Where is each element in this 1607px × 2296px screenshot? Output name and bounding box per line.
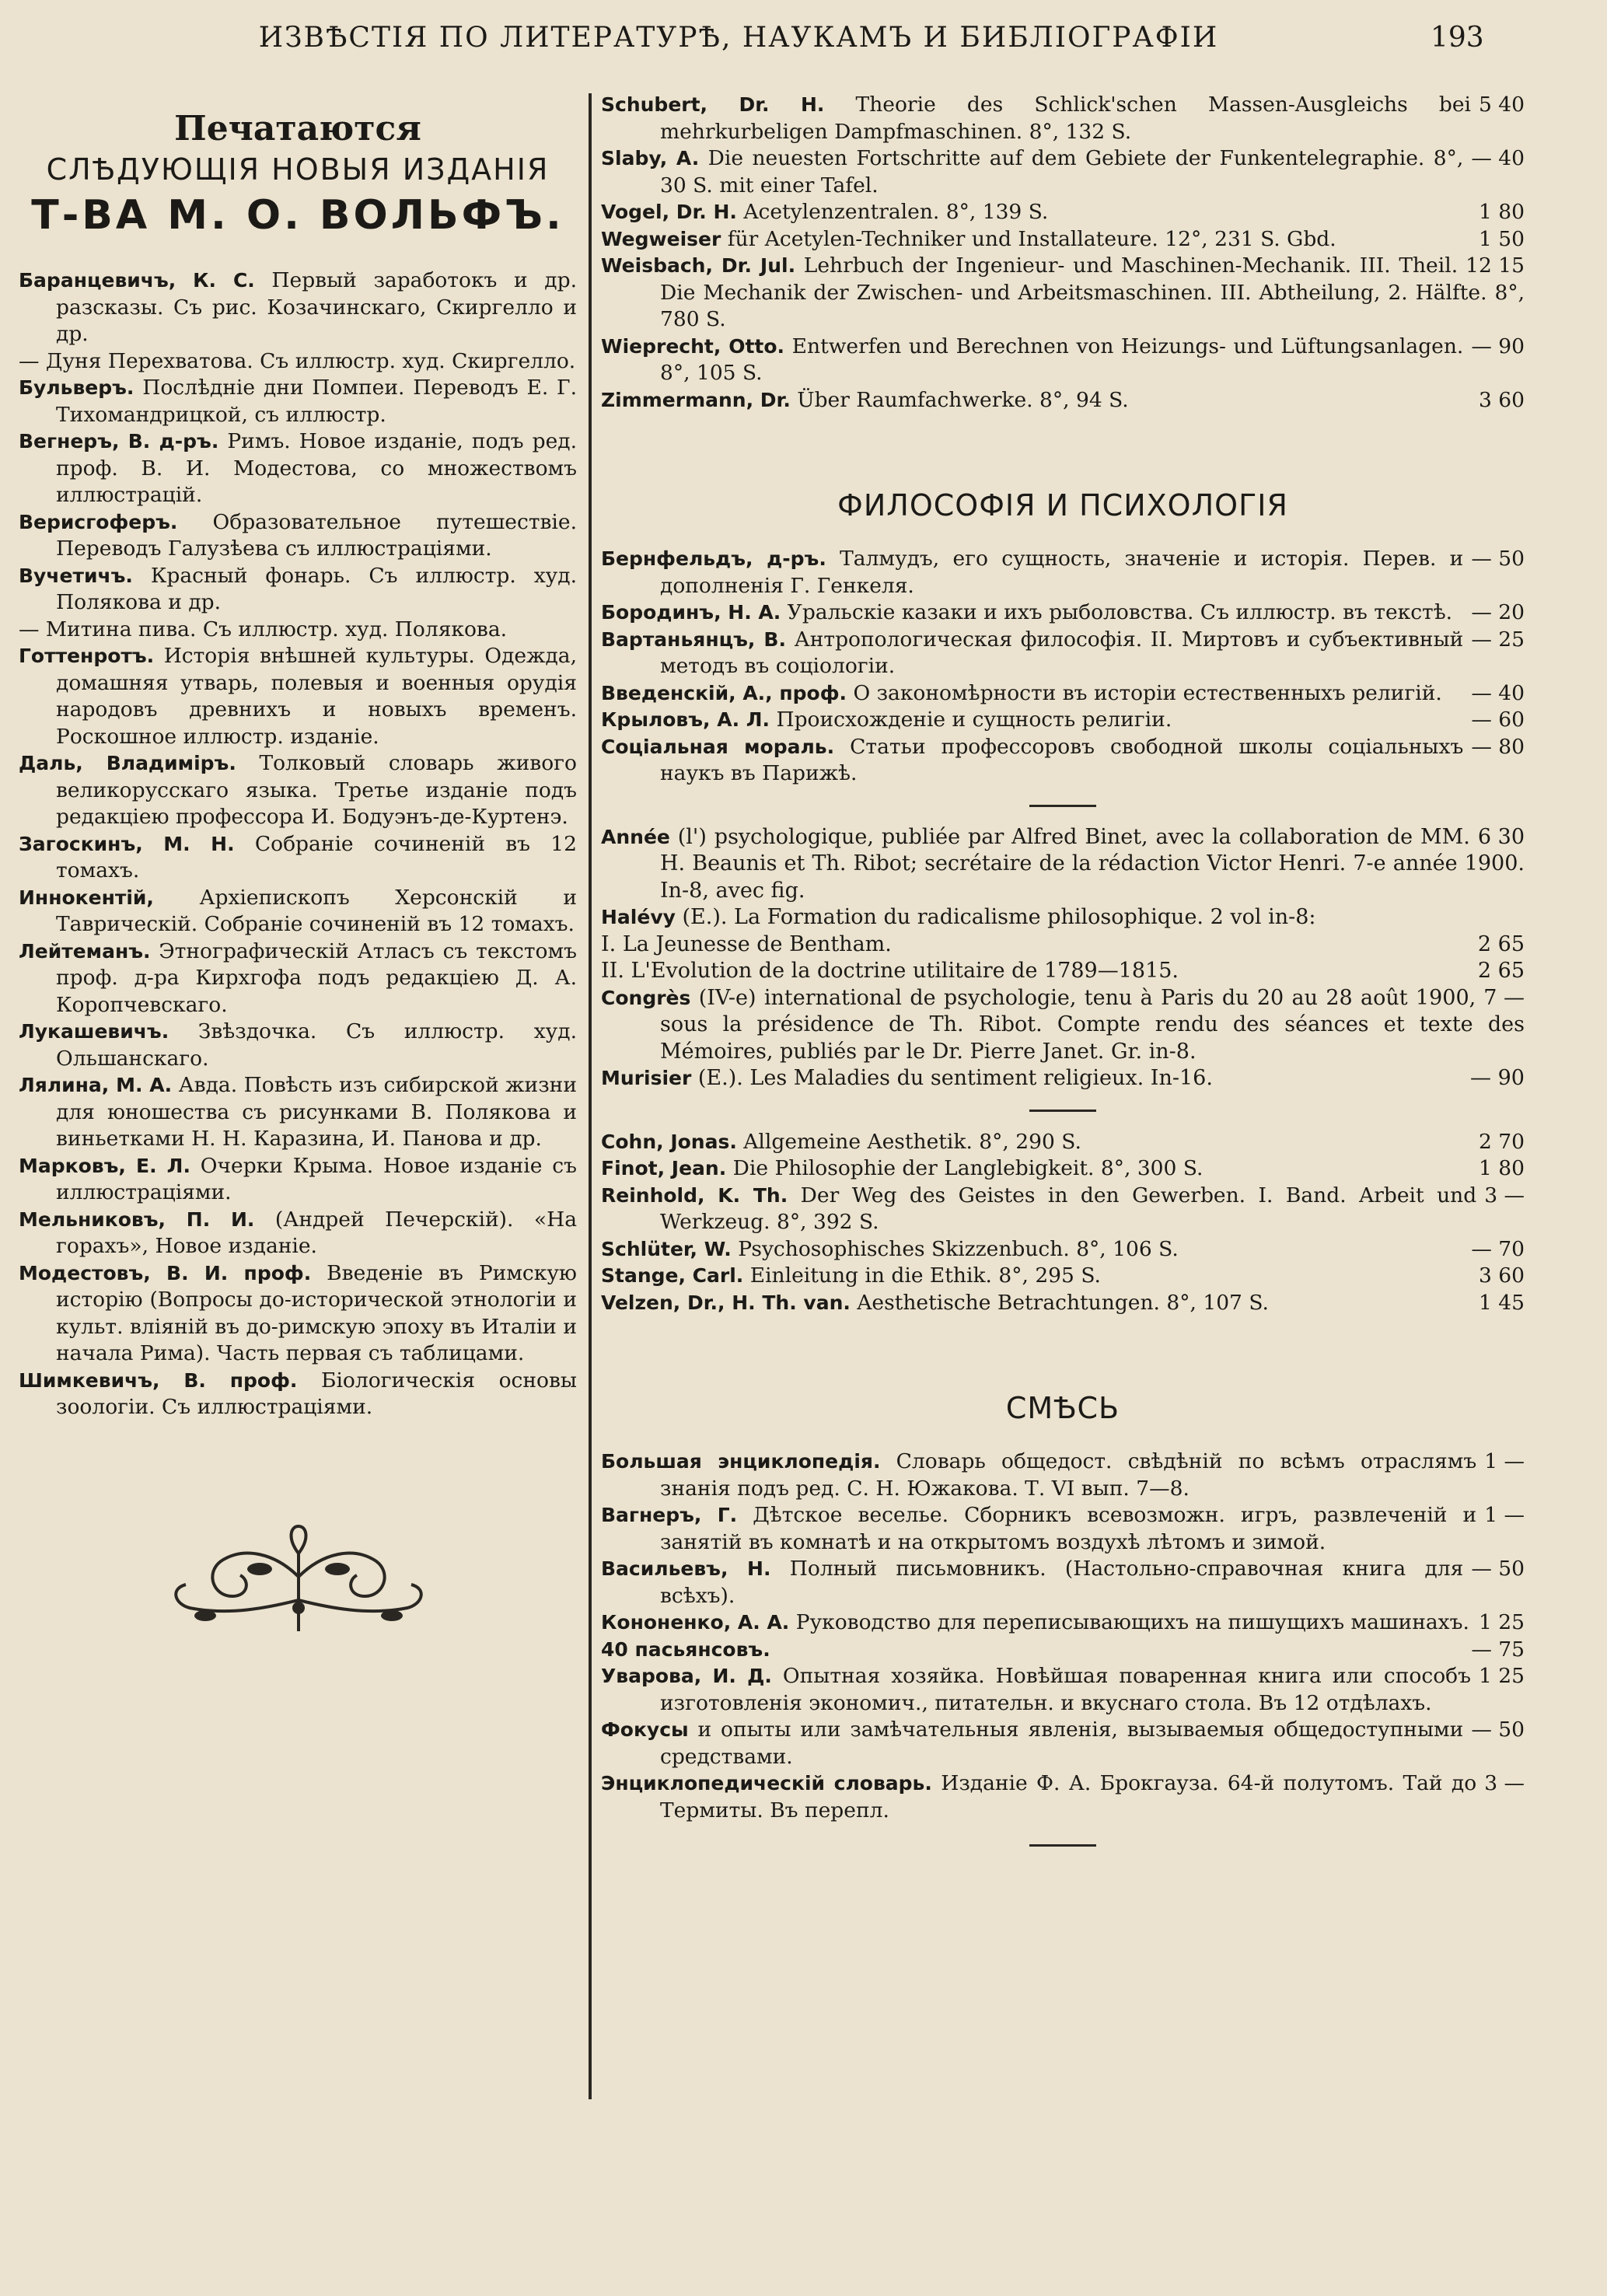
entry-author: Готтенротъ. xyxy=(19,645,155,667)
entry-title: Полный письмовникъ. (Настольно-справочная книга для всѣхъ). xyxy=(660,1557,1464,1608)
entry-title: Исторія внѣшней культуры. Одежда, домашняя утварь, полевыя и военныя орудія народовъ древнихъ и новыхъ временъ. Роскошное иллюстр. изданіе. xyxy=(56,644,577,749)
philosophy-russian-list xyxy=(601,546,1525,788)
entry-author: Velzen, Dr., H. Th. van. xyxy=(601,1291,851,1314)
entry-title: — Дуня Перехватова. Съ иллюстр. худ. Скиргелло. xyxy=(19,348,576,373)
bibliography-entry xyxy=(601,1155,1525,1183)
entry-title: Введеніе въ Римскую исторію (Вопросы до-исторической этнологіи и культ. вліяній въ до-римскую эпоху въ Италіи и начала Рима). Часть первая съ таблицами. xyxy=(56,1260,577,1365)
entry-title: Уральскіе казаки и ихъ рыболовства. Съ иллюстр. въ текстѣ. xyxy=(781,600,1453,624)
heading-line-1: Печатаются xyxy=(174,109,421,149)
entry-price: — 90 xyxy=(1470,1066,1525,1090)
entry-title: Антропологическая философія. II. Миртовъ и субъективный методъ въ соціологіи. xyxy=(660,627,1464,678)
bibliography-entry xyxy=(19,1207,577,1260)
bibliography-entry xyxy=(19,1153,577,1207)
left-entries-list xyxy=(19,267,577,1421)
entry-price: 1 25 xyxy=(1478,1664,1525,1688)
bibliography-entry xyxy=(19,375,577,428)
entry-author: Крыловъ, А. Л. xyxy=(601,708,770,731)
bibliography-entry xyxy=(601,92,1525,145)
misc-entries-list xyxy=(601,1449,1525,1824)
philosophy-french-list xyxy=(601,824,1525,1092)
entry-title: Красный фонарь. Съ иллюстр. худ. Полякова и др. xyxy=(56,563,577,614)
entry-price: 1 — xyxy=(1484,1503,1525,1527)
entry-title: Theorie des Schlick'schen Massen-Ausgleichs bei mehrkurbeligen Dampfmaschinen. 8°, 132 S. xyxy=(660,93,1471,144)
entry-author: Slaby, A. xyxy=(601,147,700,169)
bibliography-entry xyxy=(601,599,1525,627)
bibliography-entry xyxy=(19,267,577,348)
column-divider xyxy=(589,93,592,2099)
entry-title: (E.). La Formation du radicalisme philosophique. 2 vol in-8: xyxy=(675,905,1316,929)
entry-author: Верисгоферъ. xyxy=(19,510,178,533)
entry-title: Einleitung in die Ethik. 8°, 295 S. xyxy=(743,1263,1101,1288)
entry-title: — Митина пива. Съ иллюстр. худ. Полякова. xyxy=(19,617,508,641)
entry-price: — 25 xyxy=(1471,627,1525,652)
entry-price: 3 60 xyxy=(1478,1263,1525,1288)
bibliography-entry xyxy=(601,1129,1525,1156)
entry-title: (l') psychologique, publiée par Alfred Binet, avec la collaboration de MM. H. Beaunis et Th. Ribot; secrétaire de la rédaction Victor Henri. 7-e année 1900. In-8, avec fig. xyxy=(660,824,1525,903)
philosophy-german-list xyxy=(601,1129,1525,1317)
entry-price: — 50 xyxy=(1471,1718,1525,1742)
heading-line-2: СЛѢДУЮЩIЯ НОВЫЯ ИЗДАНIЯ xyxy=(46,152,550,187)
entry-price: 1 45 xyxy=(1478,1290,1525,1315)
entry-author: Halévy xyxy=(601,906,676,928)
entry-author: 40 пасьянсовъ. xyxy=(601,1637,770,1661)
bibliography-entry xyxy=(601,1290,1525,1317)
entry-price: 3 60 xyxy=(1478,387,1525,412)
bibliography-entry xyxy=(19,563,577,617)
entry-title: Очерки Крыма. Новое изданіе съ иллюстраціями. xyxy=(56,1153,577,1204)
entry-author: Фокусы xyxy=(601,1718,689,1741)
entry-title: Звѣздочка. Съ иллюстр. худ. Ольшанскаго. xyxy=(56,1019,577,1071)
entry-title: Словарь общедост. свѣдѣній по всѣмъ отраслямъ знанія подъ ред. С. Н. Южакова. Т. VI вып. 7—8. xyxy=(660,1449,1477,1501)
bibliography-entry xyxy=(601,680,1525,708)
bibliography-entry xyxy=(19,1368,577,1421)
entry-title: Біологическія основы зоологіи. Съ иллюстраціями. xyxy=(56,1368,577,1419)
entry-price: 7 — xyxy=(1483,985,1525,1010)
entry-author: Лейтеманъ. xyxy=(19,939,151,963)
entry-author: Лялина, М. А. xyxy=(19,1074,173,1096)
entry-title: I. La Jeunesse de Bentham. xyxy=(601,931,892,956)
bibliography-entry xyxy=(601,199,1525,226)
right-column xyxy=(601,92,1525,1864)
bibliography-entry xyxy=(601,931,1525,959)
entry-title: Римъ. Новое изданіе, подъ ред. проф. В. И. Модестова, со множествомъ иллюстрацій. xyxy=(56,429,577,507)
bibliography-entry xyxy=(19,348,577,376)
bibliography-entry xyxy=(601,1065,1525,1092)
bibliography-entry xyxy=(601,824,1525,905)
entry-author: Schubert, Dr. H. xyxy=(601,93,825,116)
philosophy-section-heading: ФИЛОСОФIЯ И ПСИХОЛОГIЯ xyxy=(837,488,1288,522)
entry-title: (IV-e) international de psychologie, tenu à Paris du 20 au 28 août 1900, sous la présidence de Th. Ribot. Compte rendu des séances et texte des Mémoires, publiés par le Dr. Pierre Janet. Gr. in-8. xyxy=(660,985,1525,1064)
entry-author: Weisbach, Dr. Jul. xyxy=(601,254,796,277)
entry-title: Образовательное путешествіе. Переводъ Галузѣева съ иллюстраціями. xyxy=(56,509,577,561)
entry-title: Этнографическій Атласъ съ текстомъ проф. д-ра Кирхгофа подъ редакціею Д. А. Коропчевскаго. xyxy=(56,938,577,1017)
entry-price: — 50 xyxy=(1471,1557,1525,1581)
entry-title: Архіепископъ Херсонскій и Таврическій. Собраніе сочиненій въ 12 томахъ. xyxy=(56,885,577,936)
entry-title: Происхожденіе и сущность религіи. xyxy=(770,708,1172,732)
entry-author: Введенскій, А., проф. xyxy=(601,681,847,704)
bibliography-entry xyxy=(601,627,1525,680)
bibliography-entry xyxy=(19,1072,577,1153)
bibliography-entry xyxy=(601,334,1525,387)
entry-author: Уварова, И. Д. xyxy=(601,1665,772,1687)
left-column xyxy=(19,100,577,1639)
entry-title: II. L'Evolution de la doctrine utilitaire de 1789—1815. xyxy=(601,959,1179,983)
entry-price: 1 — xyxy=(1484,1449,1525,1473)
entry-price: 3 — xyxy=(1484,1183,1525,1207)
entry-author: Кононенко, А. А. xyxy=(601,1611,790,1634)
entry-price: 1 25 xyxy=(1478,1610,1525,1634)
bibliography-entry xyxy=(19,938,577,1019)
entry-title: Первый заработокъ и др. разсказы. Съ рис. Козачинскаго, Скиргелло и др. xyxy=(56,268,577,346)
entry-title: (E.). Les Maladies du sentiment religieux. In-16. xyxy=(691,1066,1213,1090)
bibliography-entry xyxy=(601,985,1525,1066)
entry-price: — 60 xyxy=(1471,708,1525,732)
entry-title: Статьи профессоровъ свободной школы соціальныхъ наукъ въ Парижѣ. xyxy=(660,734,1464,785)
bibliography-entry xyxy=(601,707,1525,734)
bibliography-entry xyxy=(601,1637,1525,1664)
bibliography-entry xyxy=(601,1449,1525,1502)
entry-author: Большая энциклопедія. xyxy=(601,1450,881,1473)
entry-author: Vogel, Dr. H. xyxy=(601,201,737,223)
entry-author: Вучетичъ. xyxy=(19,564,133,587)
bibliography-entry xyxy=(601,1663,1525,1717)
separator xyxy=(1029,1844,1096,1847)
entry-price: 3 — xyxy=(1484,1771,1525,1795)
entry-price: 1 80 xyxy=(1478,200,1525,224)
entry-author: Загоскинъ, М. Н. xyxy=(19,832,235,855)
bibliography-entry xyxy=(601,226,1525,253)
entry-author: Баранцевичъ, К. С. xyxy=(19,269,255,292)
entry-author: Wegweiser xyxy=(601,227,721,250)
entry-author: Année xyxy=(601,825,670,848)
bibliography-entry xyxy=(19,643,577,750)
bibliography-entry xyxy=(601,387,1525,414)
entry-author: Schlüter, W. xyxy=(601,1237,732,1260)
entry-author: Марковъ, Е. Л. xyxy=(19,1154,190,1177)
entry-author: Мельниковъ, П. И. xyxy=(19,1207,255,1231)
entry-price: — 40 xyxy=(1471,680,1525,705)
entry-author: Zimmermann, Dr. xyxy=(601,388,791,411)
bibliography-entry xyxy=(601,546,1525,599)
entry-title: Авда. Повѣсть изъ сибирской жизни для юношества съ рисунками В. Полякова и виньетками Н. Н. Каразина, И. Панова и др. xyxy=(56,1073,577,1151)
page-number: 193 xyxy=(1431,22,1484,54)
entry-title: Толковый словарь живого великорусскаго языка. Третье изданіе подъ редакціею профессора И. Бодуэнъ-де-Куртенэ. xyxy=(56,751,577,829)
entry-price: — 80 xyxy=(1471,734,1525,759)
floral-ornament xyxy=(159,1522,438,1639)
entry-price: 1 80 xyxy=(1478,1156,1525,1180)
running-header xyxy=(0,11,1607,58)
entry-author: Соціальная мораль. xyxy=(601,735,835,758)
bibliography-entry xyxy=(19,1019,577,1072)
bibliography-entry xyxy=(19,885,577,938)
entry-title: Lehrbuch der Ingenieur- und Maschinen-Mechanik. III. Theil. Die Mechanik der Zwischen- und Arbeitsmaschinen. III. Abtheilung, 2. Hälfte. 8°, 780 S. xyxy=(660,253,1525,331)
entry-price: — 40 xyxy=(1471,146,1525,170)
bibliography-entry xyxy=(601,1263,1525,1290)
entry-price: — 70 xyxy=(1471,1236,1525,1261)
entry-price: 2 65 xyxy=(1477,931,1525,956)
entry-author: Даль, Владиміръ. xyxy=(19,752,236,774)
entry-price: 2 70 xyxy=(1478,1129,1525,1154)
bibliography-entry xyxy=(601,958,1525,985)
bibliography-entry xyxy=(601,1236,1525,1263)
entry-author: Бульверъ. xyxy=(19,376,134,399)
entry-author: Wieprecht, Otto. xyxy=(601,334,785,358)
entry-title: Die neuesten Fortschritte auf dem Gebiete der Funkentelegraphie. 8°, 30 S. mit einer Tafel. xyxy=(660,146,1464,197)
separator xyxy=(1029,805,1096,807)
entry-author: Congrès xyxy=(601,986,691,1009)
bibliography-entry xyxy=(601,253,1525,334)
bibliography-entry xyxy=(601,1717,1525,1770)
entry-author: Вагнеръ, Г. xyxy=(601,1504,738,1526)
entry-price: — 75 xyxy=(1471,1637,1525,1662)
entry-price: — 50 xyxy=(1471,547,1525,571)
publisher-heading xyxy=(19,109,577,241)
entry-price: 12 15 xyxy=(1466,253,1525,278)
entry-title: Acetylenzentralen. 8°, 139 S. xyxy=(736,200,1049,224)
entry-price: — 20 xyxy=(1471,600,1525,624)
entry-author: Murisier xyxy=(601,1067,692,1089)
header-title: ИЗВѢСТIЯ ПО ЛИТЕРАТУРѢ, НАУКАМЪ И БИБЛIОГРАФIИ xyxy=(258,22,1219,54)
separator xyxy=(1029,1110,1096,1112)
entry-title: Aesthetische Betrachtungen. 8°, 107 S. xyxy=(850,1290,1269,1315)
entry-price: 6 30 xyxy=(1477,824,1525,849)
entry-title: Psychosophisches Skizzenbuch. 8°, 106 S. xyxy=(731,1236,1179,1261)
bibliography-entry xyxy=(19,750,577,831)
entry-title: Талмудъ, его сущность, значеніе и исторія. Перев. и дополненія Г. Генкеля. xyxy=(660,547,1464,598)
entry-author: Энциклопедическій словарь. xyxy=(601,1772,932,1795)
bibliography-entry xyxy=(601,1556,1525,1609)
entry-author: Модестовъ, В. И. проф. xyxy=(19,1261,312,1284)
entry-author: Stange, Carl. xyxy=(601,1264,744,1287)
entry-author: Finot, Jean. xyxy=(601,1157,727,1179)
entry-title: Entwerfen und Berechnen von Heizungs- und Lüftungsanlagen. 8°, 105 S. xyxy=(660,334,1464,385)
entry-title: Руководство для переписывающихъ на пишущихъ машинахъ. xyxy=(789,1610,1469,1634)
entry-author: Иннокентій, xyxy=(19,886,154,909)
bibliography-entry xyxy=(19,428,577,509)
entry-price: 1 50 xyxy=(1478,226,1525,251)
entry-price: 5 40 xyxy=(1478,93,1525,117)
entry-price: — 90 xyxy=(1471,334,1525,358)
entry-author: Reinhold, K. Th. xyxy=(601,1183,788,1207)
bibliography-entry xyxy=(601,734,1525,788)
misc-section-heading: СМѢСЬ xyxy=(1005,1391,1120,1425)
entry-author: Шимкевичъ, В. проф. xyxy=(19,1368,298,1392)
entry-title: Der Weg des Geistes in den Gewerben. I. Band. Arbeit und Werkzeug. 8°, 392 S. xyxy=(660,1183,1477,1234)
entry-title: Собраніе сочиненій въ 12 томахъ. xyxy=(56,831,577,882)
entry-author: Васильевъ, Н. xyxy=(601,1557,771,1580)
technical-entries-list xyxy=(601,92,1525,414)
bibliography-entry xyxy=(19,1260,577,1368)
bibliography-entry xyxy=(19,617,577,644)
entry-title: Über Raumfachwerke. 8°, 94 S. xyxy=(790,387,1129,412)
entry-title: и опыты или замѣчательныя явленія, вызываемыя общедоступными средствами. xyxy=(660,1718,1464,1769)
entry-author: Бородинъ, Н. А. xyxy=(601,601,781,624)
bibliography-entry xyxy=(601,1770,1525,1824)
entry-title: für Acetylen-Techniker und Installateure. 12°, 231 S. Gbd. xyxy=(721,226,1336,251)
bibliography-entry xyxy=(601,1502,1525,1556)
entry-author: Лукашевичъ. xyxy=(19,1020,169,1043)
bibliography-entry xyxy=(19,509,577,563)
entry-title: Die Philosophie der Langlebigkeit. 8°, 300 S. xyxy=(726,1156,1204,1180)
entry-author: Cohn, Jonas. xyxy=(601,1130,737,1153)
entry-title: Дѣтское веселье. Сборникъ всевозможн. игръ, развлеченій и занятій въ комнатѣ и на открытомъ воздухѣ лѣтомъ и зимой. xyxy=(660,1503,1477,1554)
entry-title: Опытная хозяйка. Новѣйшая поваренная книга или способъ изготовленія экономич., питательн. и вкуснаго стола. Въ 12 отдѣлахъ. xyxy=(660,1664,1471,1715)
entry-author: Бернфельдъ, д-ръ. xyxy=(601,547,826,570)
entry-title: Изданіе Ф. А. Брокгауза. 64-й полутомъ. Тай до Термиты. Въ перепл. xyxy=(660,1771,1477,1822)
bibliography-entry xyxy=(601,1609,1525,1637)
entry-title: Allgemeine Aesthetik. 8°, 290 S. xyxy=(736,1129,1081,1154)
bibliography-entry xyxy=(601,1183,1525,1236)
bibliography-entry xyxy=(601,145,1525,199)
entry-title: Послѣдніе дни Помпеи. Переводъ Е. Г. Тихомандрицкой, съ иллюстр. xyxy=(56,376,577,427)
entry-title: (Андрей Печерскій). «На горахъ», Новое изданіе. xyxy=(56,1207,577,1258)
entry-author: Вартаньянцъ, В. xyxy=(601,627,786,651)
bibliography-entry xyxy=(19,831,577,885)
bibliography-entry xyxy=(601,904,1525,931)
entry-title: О закономѣрности въ исторіи естественныхъ религій. xyxy=(847,680,1442,705)
entry-author: Вегнеръ, В. д-ръ. xyxy=(19,430,219,453)
heading-line-3: Т-ВА М. О. ВОЛЬФЪ. xyxy=(31,192,564,239)
entry-price: 2 65 xyxy=(1477,959,1525,983)
